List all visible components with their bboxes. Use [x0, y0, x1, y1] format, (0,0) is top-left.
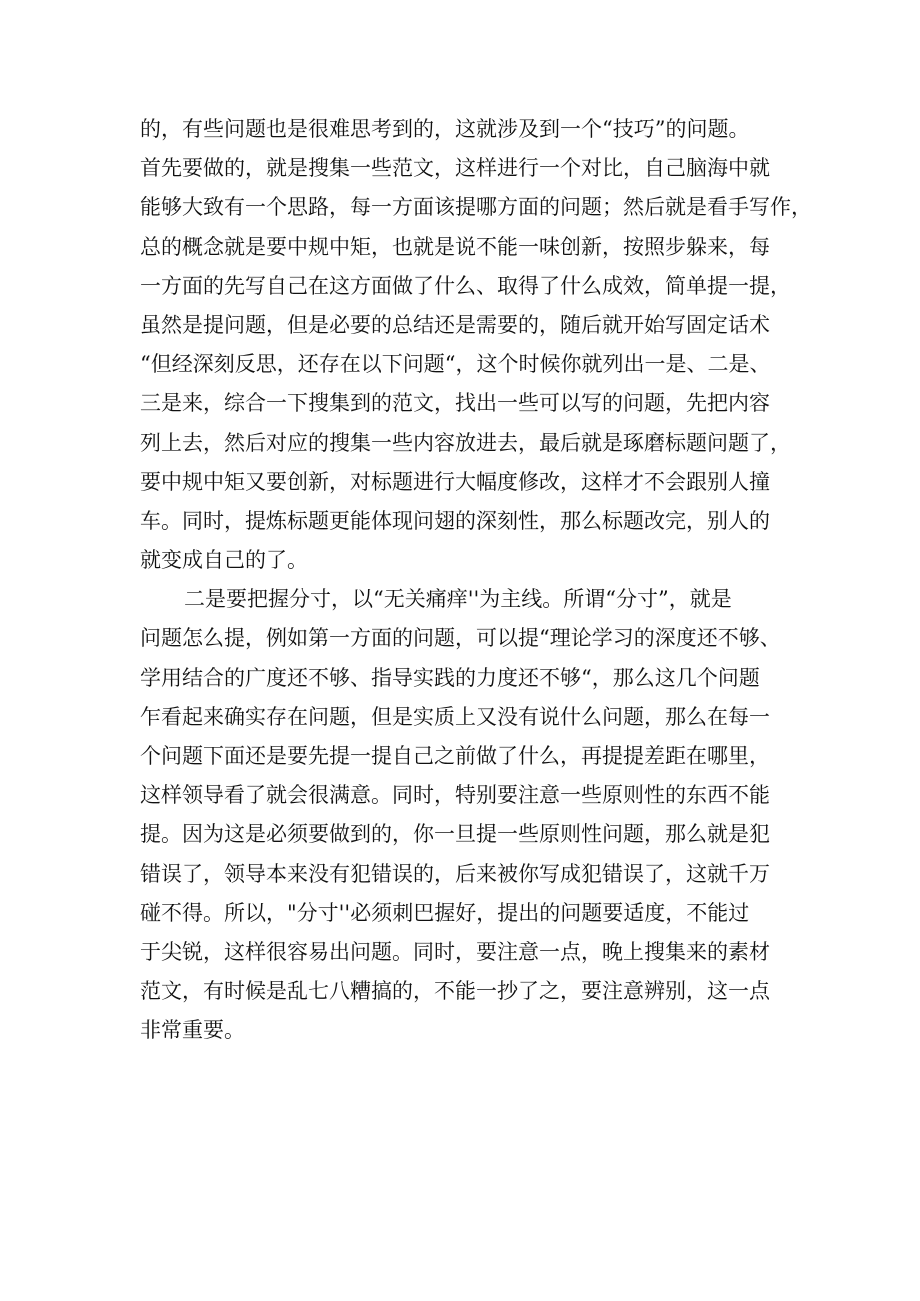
paragraph-2-line: 乍看起来确实存在问题，但是实质上又没有说什么问题，那么在每一 [140, 704, 770, 729]
paragraph-1-line: 就变成自己的了。 [140, 548, 308, 573]
paragraph-2-line: 错误了，领导本来没有犯错误的，后来被你写成犯错误了，这就千万 [140, 861, 770, 886]
paragraph-1 [140, 110, 812, 580]
paragraph-2-line: 提。因为这是必须要做到的，你一旦提一些原则性问题，那么就是犯 [140, 822, 770, 847]
paragraph-1-line: 虽然是提问题，但是必要的总结还是需要的，随后就开始写固定话术 [140, 312, 770, 337]
paragraph-1-line: 能够大致有一个思路，每一方面该提哪方面的问题；然后就是看手写作， [140, 195, 812, 220]
paragraph-1-line: 首先要做的，就是搜集一些范文，这样进行一个对比，自己脑海中就 [140, 156, 770, 181]
paragraph-1-line: 要中规中矩又要创新，对标题进行大幅度修改，这样才不会跟别人撞 [140, 469, 770, 494]
paragraph-2-line: 二是要把握分寸，以“无关痛痒''为主线。所谓“分寸”，就是 [184, 587, 732, 612]
document-body [140, 110, 812, 1051]
paragraph-2-line: 非常重要。 [140, 1018, 245, 1043]
paragraph-1-line: “但经深刻反思，还存在以下问题“，这个时候你就列出一是、二是、 [140, 352, 771, 377]
paragraph-1-line: 一方面的先写自己在这方面做了什么、取得了什么成效，简单提一提， [140, 273, 791, 298]
paragraph-2-line: 学用结合的广度还不够、指导实践的力度还不够“，那么这几个问题 [140, 665, 760, 690]
paragraph-2-line: 个问题下面还是要先提一提自己之前做了什么，再提提差距在哪里， [140, 744, 770, 768]
paragraph-1-line: 列上去，然后对应的搜集一些内容放进去，最后就是琢磨标题问题了， [140, 430, 791, 455]
paragraph-2-line: 这样领导看了就会很满意。同时，特别要注意一些原则性的东西不能 [140, 783, 770, 808]
paragraph-1-line: 的，有些问题也是很难思考到的，这就涉及到一个“技巧”的问题。 [140, 117, 750, 141]
paragraph-2 [140, 580, 790, 1050]
paragraph-2-line: 于尖锐，这样很容易出问题。同时，要注意一点，晚上搜集来的素材 [140, 939, 770, 964]
paragraph-1-line: 总的概念就是要中规中矩，也就是说不能一味创新，按照步躲来，每 [140, 234, 770, 259]
paragraph-2-line: 碰不得。所以，"分寸''必须刺巴握好，提出的问题要适度，不能过 [140, 900, 750, 925]
paragraph-1-line: 车。同时，提炼标题更能体现问翅的深刻性，那么标题改完，别人的 [140, 508, 770, 533]
paragraph-2-line: 范文，有时候是乱七八糟搞的，不能一抄了之，要注意辨别，这一点 [140, 979, 770, 1004]
paragraph-1-line: 三是来，综合一下搜集到的范文，找出一些可以写的问题，先把内容 [140, 391, 770, 416]
paragraph-2-line: 问题怎么提，例如第一方面的问题，可以提“理论学习的深度还不够、 [140, 626, 781, 651]
